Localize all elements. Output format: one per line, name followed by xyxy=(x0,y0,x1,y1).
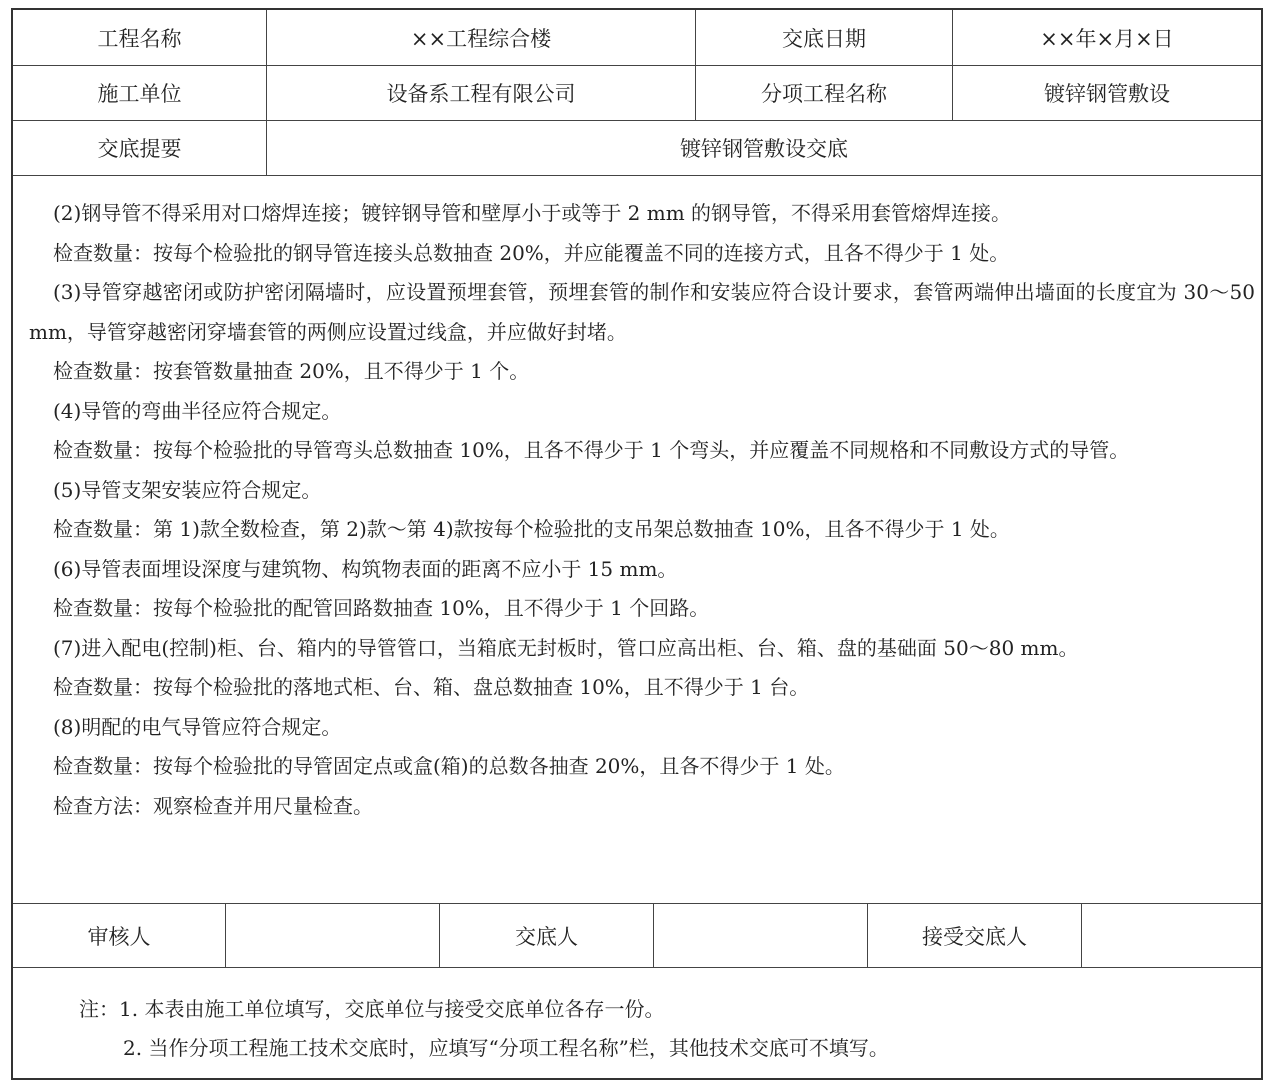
content-paragraph: 检查数量：按每个检验批的配管回路数抽查 10%，且不得少于 1 个回路。 xyxy=(53,596,710,620)
content-paragraph: 检查数量：按每个检验批的导管固定点或盒(箱)的总数各抽查 20%，且各不得少于 1 处。 xyxy=(53,754,845,778)
content-paragraph: 检查数量：按每个检验批的钢导管连接头总数抽查 20%，并应能覆盖不同的连接方式，且各不得少于 1 处。 xyxy=(53,240,1010,265)
disclosure-form xyxy=(11,8,1263,1080)
note-line-1: 注：1. 本表由施工单位填写，交底单位与接受交底单位各存一份。 xyxy=(79,997,665,1021)
content-paragraph: (6)导管表面埋设深度与建筑物、构筑物表面的距离不应小于 15 mm。 xyxy=(53,556,678,581)
disclosure-date-value: ××年×月×日 xyxy=(1040,26,1174,51)
content-paragraph: 检查方法：观察检查并用尺量检查。 xyxy=(53,793,373,818)
signature-row xyxy=(13,904,1261,968)
content-paragraph: 检查数量：第 1)款全数检查，第 2)款～第 4)款按每个检验批的支吊架总数抽查 10%，且各不得少于 1 处。 xyxy=(53,517,1010,541)
subitem-name-label: 分项工程名称 xyxy=(696,66,953,120)
discloser-label: 交底人 xyxy=(440,904,654,967)
content-paragraph: (7)进入配电(控制)柜、台、箱内的导管管口，当箱底无封板时，管口应高出柜、台、箱、盘的基础面 50～80 mm。 xyxy=(53,635,1079,660)
receiver-value xyxy=(1082,904,1261,967)
content-paragraph: (8)明配的电气导管应符合规定。 xyxy=(53,714,342,739)
header-row-summary xyxy=(13,121,1261,176)
project-name-value: ××工程综合楼 xyxy=(267,10,696,65)
content-paragraph: 检查数量：按每个检验批的导管弯头总数抽查 10%，且各不得少于 1 个弯头，并应覆盖不同规格和不同敷设方式的导管。 xyxy=(53,438,1130,462)
project-name-label: 工程名称 xyxy=(13,10,267,65)
header-row-unit xyxy=(13,66,1261,121)
content-paragraph: (5)导管支架安装应符合规定。 xyxy=(53,477,322,502)
content-paragraph: 检查数量：按套管数量抽查 20%，且不得少于 1 个。 xyxy=(53,359,530,383)
header-row-project xyxy=(13,10,1261,66)
summary-label: 交底提要 xyxy=(13,121,267,175)
content-paragraph: (3)导管穿越密闭或防护密闭隔墙时，应设置预埋套管，预埋套管的制作和安装应符合设计要求，套管两端伸出墙面的长度宜为 30～50 mm，导管穿越密闭穿墙套管的两侧应设置过线盒，并应做好封堵。 xyxy=(29,280,1255,344)
note-line-2: 2. 当作分项工程施工技术交底时，应填写“分项工程名称”栏，其他技术交底可不填写。 xyxy=(123,1036,889,1060)
content-paragraph: (4)导管的弯曲半径应符合规定。 xyxy=(53,398,342,423)
content-paragraph: 检查数量：按每个检验批的落地式柜、台、箱、盘总数抽查 10%，且不得少于 1 台。 xyxy=(53,675,810,699)
disclosure-date-label: 交底日期 xyxy=(696,10,953,65)
reviewer-value xyxy=(226,904,440,967)
reviewer-label: 审核人 xyxy=(13,904,226,967)
content-paragraph: (2)钢导管不得采用对口熔焊连接；镀锌钢导管和壁厚小于或等于 2 mm 的钢导管，不得采用套管熔焊连接。 xyxy=(53,201,1012,225)
form-notes xyxy=(13,968,1261,1068)
subitem-name-value: 镀锌钢管敷设 xyxy=(1044,82,1170,106)
summary-value: 镀锌钢管敷设交底 xyxy=(680,137,848,161)
receiver-label: 接受交底人 xyxy=(868,904,1082,967)
disclosure-content xyxy=(13,176,1261,904)
discloser-value xyxy=(654,904,868,967)
construction-unit-label: 施工单位 xyxy=(13,66,267,120)
construction-unit-value: 设备系工程有限公司 xyxy=(267,66,696,120)
